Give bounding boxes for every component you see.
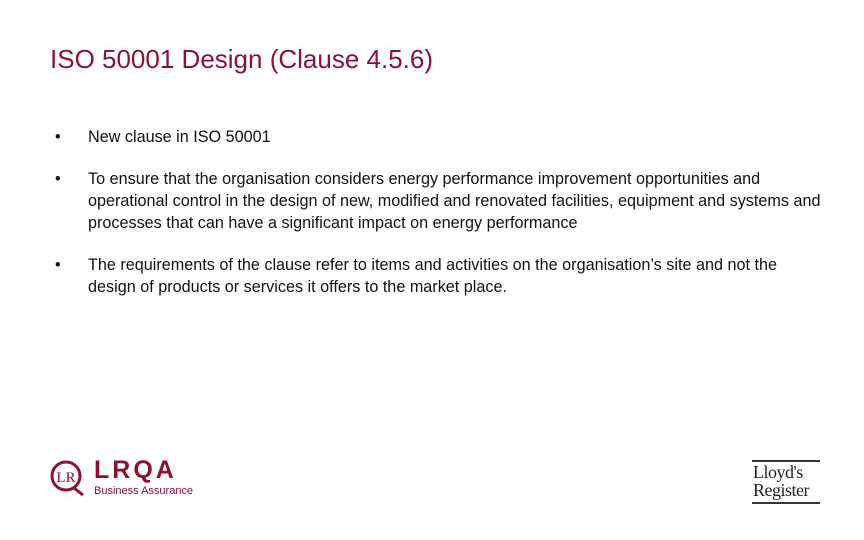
bullet-item (55, 168, 825, 234)
lrqa-subtitle: Business Assurance (94, 485, 194, 497)
logo-rule (752, 502, 820, 504)
lloyds-register-logo (750, 459, 822, 505)
slide-title: ISO 50001 Design (Clause 4.5.6) (50, 44, 433, 74)
bullet-marker: • (55, 128, 61, 146)
bullet-marker: • (55, 256, 61, 274)
lrqa-wordmark: LRQA (94, 456, 177, 484)
bullet-marker: • (55, 170, 61, 188)
lloyds-register-line2: Register (753, 480, 809, 500)
bullet-text: The requirements of the clause refer to items and activities on the organisation’s site and not the design of products or services it offers to the market place. (88, 256, 777, 296)
bullet-text: New clause in ISO 50001 (88, 128, 271, 146)
bullet-list (55, 126, 825, 318)
lrqa-logo (50, 456, 210, 500)
bullet-item (55, 254, 825, 298)
svg-text:LR: LR (56, 470, 76, 486)
lrqa-emblem-icon (50, 458, 86, 496)
lloyds-register-line1: Lloyd's (753, 462, 803, 482)
bullet-text: To ensure that the organisation considers energy performance improvement opportunities and operational control in the design of new, modified and renovated facilities, equipment and systems and processes that can have a significant impact on energy performance (88, 170, 821, 232)
bullet-item (55, 126, 825, 148)
